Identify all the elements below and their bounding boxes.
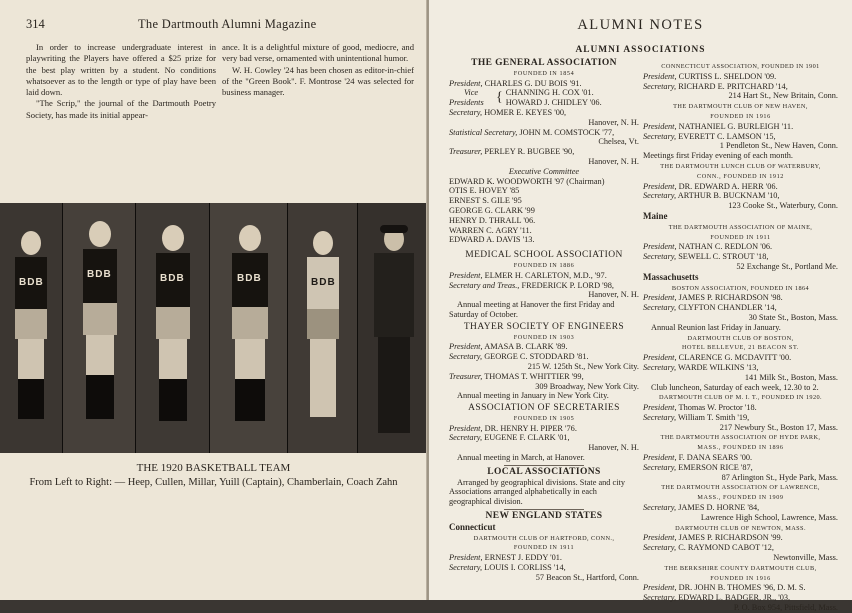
address-line: 30 State St., Boston, Mass. xyxy=(748,312,838,322)
officer-line: President, ERNEST J. EDDY '01. xyxy=(449,553,562,563)
club-name: DARTMOUTH CLUB OF BOSTON, xyxy=(687,334,794,342)
officer-line: Secretary, EUGENE F. CLARK '01, xyxy=(449,433,570,443)
divider xyxy=(504,509,584,510)
officer-line: President, NATHAN C. REDLON '06. xyxy=(643,242,773,252)
club-name: THE DARTMOUTH ASSOCIATION OF HYDE PARK, xyxy=(660,434,821,442)
exec-member: EDWARD K. WOODWORTH '97 (Chairman) xyxy=(449,176,605,186)
meeting-note: Arranged by geographical divisions. State and city Associations arranged alphabetically in each geographical division. xyxy=(449,477,625,507)
address-line: Lawrence High School, Lawrence, Mass. xyxy=(700,512,838,522)
address-line: Newtonville, Mass. xyxy=(773,553,838,563)
divider xyxy=(504,465,584,466)
section-subtitle: ALUMNI ASSOCIATIONS xyxy=(575,45,706,55)
address-line: Hanover, N. H. xyxy=(588,156,639,166)
founded-line: FOUNDED IN 1911 xyxy=(710,233,771,241)
address-line: 123 Cooke St., Waterbury, Conn. xyxy=(728,201,838,211)
state-heading: Massachusetts xyxy=(643,271,699,282)
association-heading: LOCAL ASSOCIATIONS xyxy=(487,466,601,477)
club-name: DARTMOUTH CLUB OF NEWTON, MASS. xyxy=(675,524,806,532)
paragraph: ance. It is a delightful mixture of good, mediocre, and very bad verse, ornamented with unintentional humor. xyxy=(222,42,414,64)
officer-line: Secretary, JAMES D. HORNE '84, xyxy=(643,503,760,513)
officer-line: President, DR. JOHN B. THOMES '96, D. M. S. xyxy=(643,583,806,593)
vice-presidents: Vice Presidents { CHANNING H. COX '01. HOWARD J. CHIDLEY '06. xyxy=(449,88,602,108)
founded-line: FOUNDED IN 1905 xyxy=(513,414,575,422)
meeting-note: Club luncheon, Saturday of each week, 12.30 to 2. xyxy=(651,382,819,392)
address-line: P. O. Box 954, Pittsfield, Mass. xyxy=(733,603,838,613)
meeting-note: Annual Reunion last Friday in January. xyxy=(651,322,781,332)
club-name: THE DARTMOUTH ASSOCIATION OF LAWRENCE, xyxy=(661,484,820,492)
founded-line: FOUNDED IN 1886 xyxy=(513,261,575,269)
exec-member: GEORGE G. CLARK '99 xyxy=(449,205,535,215)
address-line: 217 Newbury St., Boston 17, Mass. xyxy=(719,422,838,432)
exec-member: WARREN C. AGRY '11. xyxy=(449,225,532,235)
left-column-1 xyxy=(26,42,216,121)
player-figure xyxy=(146,225,200,441)
jersey-text: BDB xyxy=(237,273,262,284)
left-page xyxy=(0,0,427,600)
officer-line: Secretary, ARTHUR B. BUCKNAM '10, xyxy=(643,191,780,201)
officer-line: Secretary, LOUIS I. CORLISS '14, xyxy=(449,563,566,573)
association-heading: ASSOCIATION OF SECRETARIES xyxy=(468,403,620,414)
officer-line: President, JAMES P. RICHARDSON '99. xyxy=(643,533,783,543)
region-heading: NEW ENGLAND STATES xyxy=(485,511,603,522)
player-figure xyxy=(298,231,348,441)
officer-line: Secretary, EVERETT C. LAMSON '15, xyxy=(643,131,776,141)
officer-line: Secretary, WARDE WILKINS '13, xyxy=(643,362,759,372)
officer-line: Secretary, C. RAYMOND CABOT '12, xyxy=(643,543,774,553)
founded-line: MASS., FOUNDED IN 1896 xyxy=(697,444,784,452)
team-photo xyxy=(0,203,427,453)
officer-line: Statistical Secretary, JOHN M. COMSTOCK '77, xyxy=(449,127,615,137)
exec-committee-heading: Executive Committee xyxy=(508,166,580,176)
right-column-2 xyxy=(643,61,838,613)
meeting-note: Meetings first Friday evening of each month. xyxy=(643,151,794,161)
founded-line: FOUNDED IN 1916 xyxy=(710,574,771,582)
officer-line: Secretary, EDWARD L. BADGER, JR., '03, xyxy=(643,593,791,603)
club-name: DARTMOUTH CLUB OF M. I. T., FOUNDED IN 1920. xyxy=(658,394,823,402)
founded-line: CONN., FOUNDED IN 1912 xyxy=(697,172,784,180)
exec-member: OTIS E. HOVEY '85 xyxy=(449,186,520,196)
jersey-text: BDB xyxy=(19,277,44,288)
officer-line: President, DR. EDWARD A. HERR '06. xyxy=(643,181,778,191)
address-line: 87 Arlington St., Hyde Park, Mass. xyxy=(721,472,838,482)
founded-line: FOUNDED IN 1916 xyxy=(710,112,771,120)
address-line: 1 Pendleton St., New Haven, Conn. xyxy=(719,141,838,151)
officer-line: President, CURTISS L. SHELDON '09. xyxy=(643,71,777,81)
photo-caption-names: From Left to Right: — Heep, Cullen, Millar, Yuill (Captain), Chamberlain, Coach Zahn xyxy=(29,477,398,488)
founded-line: FOUNDED IN 1903 xyxy=(513,333,575,341)
founded-line: MASS., FOUNDED IN 1909 xyxy=(697,494,784,502)
address-line: 214 Hart St., New Britain, Conn. xyxy=(728,91,838,101)
coach-figure xyxy=(368,227,420,441)
officer-line: President, AMASA B. CLARK '89. xyxy=(449,342,568,352)
address-line: Hanover, N. H. xyxy=(588,290,639,300)
right-column-1 xyxy=(449,58,639,583)
club-name: THE DARTMOUTH CLUB OF NEW HAVEN, xyxy=(673,103,808,111)
address-line: Chelsea, Vt. xyxy=(598,137,639,147)
state-heading: Maine xyxy=(643,210,668,221)
paragraph: "The Scrip," the journal of the Dartmouth Poetry Society, has made its initial appear- xyxy=(26,98,216,120)
state-heading: Connecticut xyxy=(449,521,496,532)
address-line: 57 Beacon St., Hartford, Conn. xyxy=(535,572,639,582)
jersey-text: BDB xyxy=(311,277,336,288)
association-heading: THE GENERAL ASSOCIATION xyxy=(471,58,617,68)
right-page xyxy=(429,0,852,613)
player-figure xyxy=(73,221,127,441)
address-line: 52 Exchange St., Portland Me. xyxy=(736,261,838,271)
magazine-title: The Dartmouth Alumni Magazine xyxy=(138,17,317,31)
exec-member: EDWARD A. DAVIS '13. xyxy=(449,235,535,245)
officer-line: Secretary, HOMER E. KEYES '00, xyxy=(449,107,567,117)
player-figure xyxy=(6,231,56,441)
association-heading: MEDICAL SCHOOL ASSOCIATION xyxy=(465,250,623,261)
officer-line: President, ELMER H. CARLETON, M.D., '97. xyxy=(449,270,607,280)
address-line: Hanover, N. H. xyxy=(588,443,639,453)
founded-line: HOTEL BELLEVUE, 21 BEACON ST. xyxy=(681,344,800,352)
officer-line: President, F. DANA SEARS '00. xyxy=(643,453,753,463)
officer-line: Secretary, RICHARD E. PRITCHARD '14, xyxy=(643,81,788,91)
officer-line: Secretary, EMERSON RICE '87, xyxy=(643,462,753,472)
officer-line: President, NATHANIEL G. BURLEIGH '11. xyxy=(643,121,794,131)
player-figure xyxy=(222,225,278,441)
officer-line: Treasurer, PERLEY R. BUGBEE '90, xyxy=(449,147,575,157)
club-name: CONNECTICUT ASSOCIATION, FOUNDED IN 1901 xyxy=(661,63,820,70)
jersey-text: BDB xyxy=(160,273,185,284)
photo-caption-title: THE 1920 BASKETBALL TEAM xyxy=(136,462,291,474)
exec-member: HENRY D. THRALL '06. xyxy=(449,215,536,225)
address-line: Hanover, N. H. xyxy=(588,117,639,127)
address-line: 215 W. 125th St., New York City. xyxy=(527,361,639,371)
association-heading: THAYER SOCIETY OF ENGINEERS xyxy=(463,321,625,332)
club-name: THE BERKSHIRE COUNTY DARTMOUTH CLUB, xyxy=(664,564,817,572)
exec-member: ERNEST S. GILE '95 xyxy=(449,196,522,206)
meeting-note: Annual meeting at Hanover the first Friday and Saturday of October. xyxy=(449,300,615,319)
officer-line: President, JAMES P. RICHARDSON '98. xyxy=(643,293,783,303)
club-name: THE DARTMOUTH ASSOCIATION OF MAINE, xyxy=(668,223,813,231)
founded-line: FOUNDED IN 1911 xyxy=(513,544,575,552)
page-number: 314 xyxy=(26,17,45,31)
left-column-2 xyxy=(222,42,414,98)
officer-line: Secretary, CLYFTON CHANDLER '14, xyxy=(643,303,777,313)
officer-line: President, Thomas W. Proctor '18. xyxy=(643,403,757,413)
address-line: 309 Broadway, New York City. xyxy=(535,381,639,391)
officer-line: Secretary, William T. Smith '19, xyxy=(643,412,750,422)
jersey-text: BDB xyxy=(87,269,112,280)
meeting-note: Annual meeting in January in New York City. xyxy=(457,391,609,401)
meeting-note: Annual meeting in March, at Hanover. xyxy=(457,453,585,463)
officer-line: Treasurer, THOMAS T. WHITTIER '99, xyxy=(449,371,584,381)
club-name: DARTMOUTH CLUB OF HARTFORD, CONN., xyxy=(473,534,615,542)
officer-line: President, CHARLES G. DU BOIS '91. xyxy=(449,78,582,88)
address-line: 141 Milk St., Boston, Mass. xyxy=(744,372,838,382)
officer-line: Secretary, SEWELL C. STROUT '18, xyxy=(643,252,769,262)
paragraph: W. H. Cowley '24 has been chosen as editor-in-chief of the "Green Book". F. Montrose '24 was selected for business manager. xyxy=(222,64,414,98)
page-title: ALUMNI NOTES xyxy=(577,17,704,33)
officer-line: Secretary, GEORGE C. STODDARD '81. xyxy=(449,352,589,362)
club-name: THE DARTMOUTH LUNCH CLUB OF WATERBURY, xyxy=(660,162,821,170)
officer-line: President, DR. HENRY H. PIPER '76. xyxy=(449,423,577,433)
club-name: BOSTON ASSOCIATION, FOUNDED IN 1864 xyxy=(671,284,810,292)
paragraph: In order to increase undergraduate interest in playwriting the Players have offered a $25 prize for the best play written by a student. No conditions whatsoever as to the length or type of play have been laid down. xyxy=(26,42,216,98)
officer-line: Secretary and Treas., FREDERICK P. LORD '98, xyxy=(449,280,614,290)
founded-line: FOUNDED IN 1854 xyxy=(513,69,575,77)
officer-line: President, CLARENCE G. MCDAVITT '00. xyxy=(643,353,792,363)
